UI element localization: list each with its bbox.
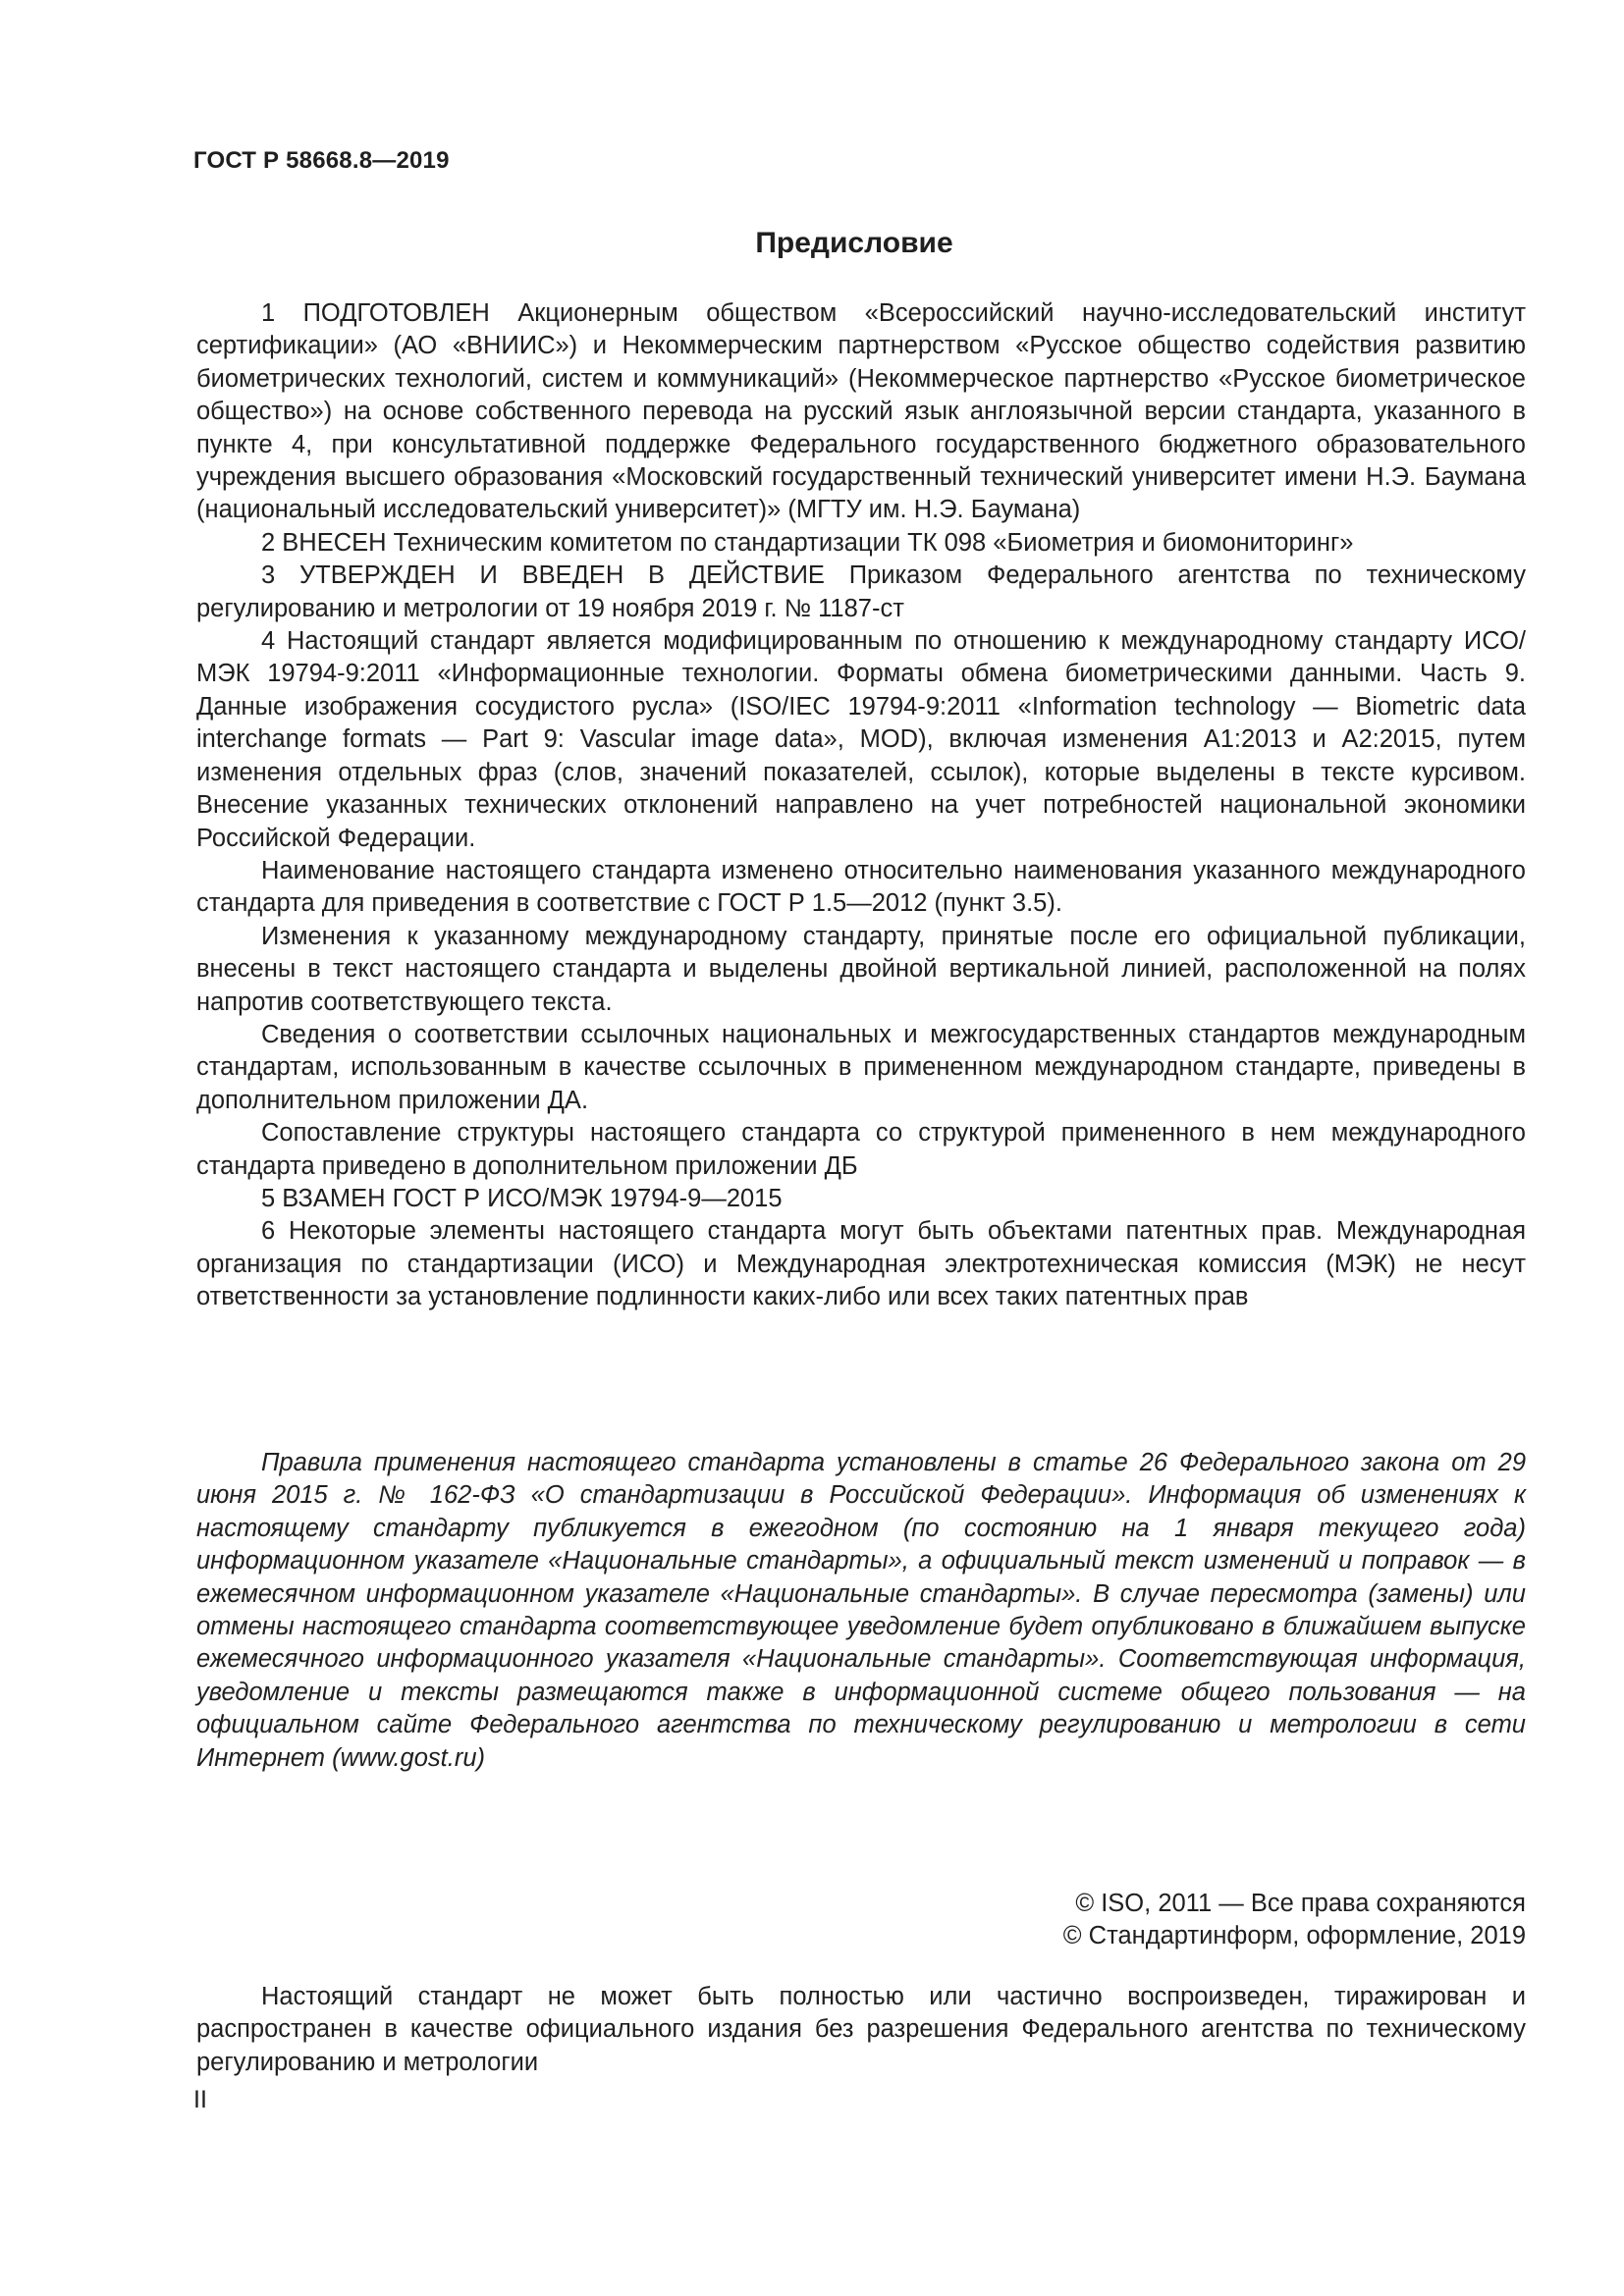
copyright-block — [982, 1888, 1526, 1953]
application-rules-notice: Правила применения настоящего стандарта установлены в статье 26 Федерального закона от 29 июня 2015 г. № 162-ФЗ «О стандартизации в Российской Федерации». Информация об изменениях к настоящему стандарту публикуется в ежегодном (по состоянию на 1 января текущего года) информационном указателе «Национальные стандарты», а официальный текст изменений и поправок — в ежемесячном информационном указателе «Национальные стандарты». В случае пересмотра (замены) или отмены настоящего стандарта соответствующее уведомление будет опубликовано в ближайшем выпуске ежемесячного информационного указателя «Национальные стандарты». Соответствующая информация, уведомление и тексты размещаются также в информационной системе общего пользования — на официальном сайте Федерального агентства по техническому регулированию и метрологии в сети Интернет (www.gost.ru) — [196, 1449, 1526, 1772]
preface-item-4-structure-note: Сопоставление структуры настоящего стандарта со структурой примененного в нем международного стандарта приведено в дополнительном приложении ДБ — [196, 1119, 1526, 1180]
preface-item-4-references-note: Сведения о соответствии ссылочных национальных и межгосударственных стандартов международным стандартам, использованным в качестве ссылочных в примененном международном стандарте, приведены в дополнительном приложении ДА. — [196, 1020, 1526, 1114]
preface-item-4: 4 Настоящий стандарт является модифицированным по отношению к международному стандарту ИСО/МЭК 19794-9:2011 «Информационные технологии. Форматы обмена биометрическими данными. Часть 9. Данные изображения сосудистого русла» (ISO/IEC 19794-9:2011 «Information technology — Biometric data interchange formats — Part 9: Vascular image data», MOD), включая изменения A1:2013 и A2:2015, путем изменения отдельных фраз (слов, значений показателей, ссылок), которые выделены в тексте курсивом. Внесение указанных технических отклонений направлено на учет потребностей национальной экономики Российской Федерации. — [196, 627, 1526, 852]
preface-item-4-title-note: Наименование настоящего стандарта изменено относительно наименования указанного международного стандарта для приведения в соответствие с ГОСТ Р 1.5—2012 (пункт 3.5). — [196, 856, 1526, 918]
preface-body — [196, 297, 1526, 1314]
preface-title: Предисловие — [755, 227, 953, 259]
preface-item-2: 2 ВНЕСЕН Техническим комитетом по стандартизации ТК 098 «Биометрия и биомониторинг» — [261, 528, 1354, 557]
document-code: ГОСТ Р 58668.8—2019 — [193, 147, 450, 174]
preface-item-5: 5 ВЗАМЕН ГОСТ Р ИСО/МЭК 19794-9—2015 — [261, 1184, 783, 1212]
copyright-iso: © ISO, 2011 — Все права сохраняются — [1075, 1890, 1526, 1917]
preface-item-3: 3 УТВЕРЖДЕН И ВВЕДЕН В ДЕЙСТВИЕ Приказом Федерального агентства по техническому регулированию и метрологии от 19 ноября 2019 г. № 1187-ст — [196, 561, 1526, 622]
preface-item-4-changes-note: Изменения к указанному международному стандарту, принятые после его официальной публикации, внесены в текст настоящего стандарта и выделены двойной вертикальной линией, расположенной на полях напротив соответствующего текста. — [196, 922, 1526, 1016]
copyright-standartinform: © Стандартинформ, оформление, 2019 — [1062, 1922, 1526, 1950]
preface-item-1: 1 ПОДГОТОВЛЕН Акционерным обществом «Всероссийский научно-исследовательский институт сертификации» (АО «ВНИИС») и Некоммерческим партнерством «Русское общество содействия развитию биометрических технологий, систем и коммуникаций» (Некоммерческое партнерство «Русское биометрическое общество») на основе собственного перевода на русский язык англоязычной версии стандарта, указанного в пункте 4, при консультативной поддержке Федерального государственного бюджетного образовательного учреждения высшего образования «Московский государственный технический университет имени Н.Э. Баумана (национальный исследовательский университет)» (МГТУ им. Н.Э. Баумана) — [196, 299, 1526, 524]
preface-item-6: 6 Некоторые элементы настоящего стандарта могут быть объектами патентных прав. Международная организация по стандартизации (ИСО) и Международная электротехническая комиссия (МЭК) не несут ответственности за установление подлинности каких-либо или всех таких патентных прав — [196, 1217, 1526, 1311]
reproduction-notice: Настоящий стандарт не может быть полностью или частично воспроизведен, тиражирован и распространен в качестве официального издания без разрешения Федерального агентства по техническому регулированию и метрологии — [196, 1983, 1526, 2076]
page-number: II — [193, 2086, 207, 2113]
